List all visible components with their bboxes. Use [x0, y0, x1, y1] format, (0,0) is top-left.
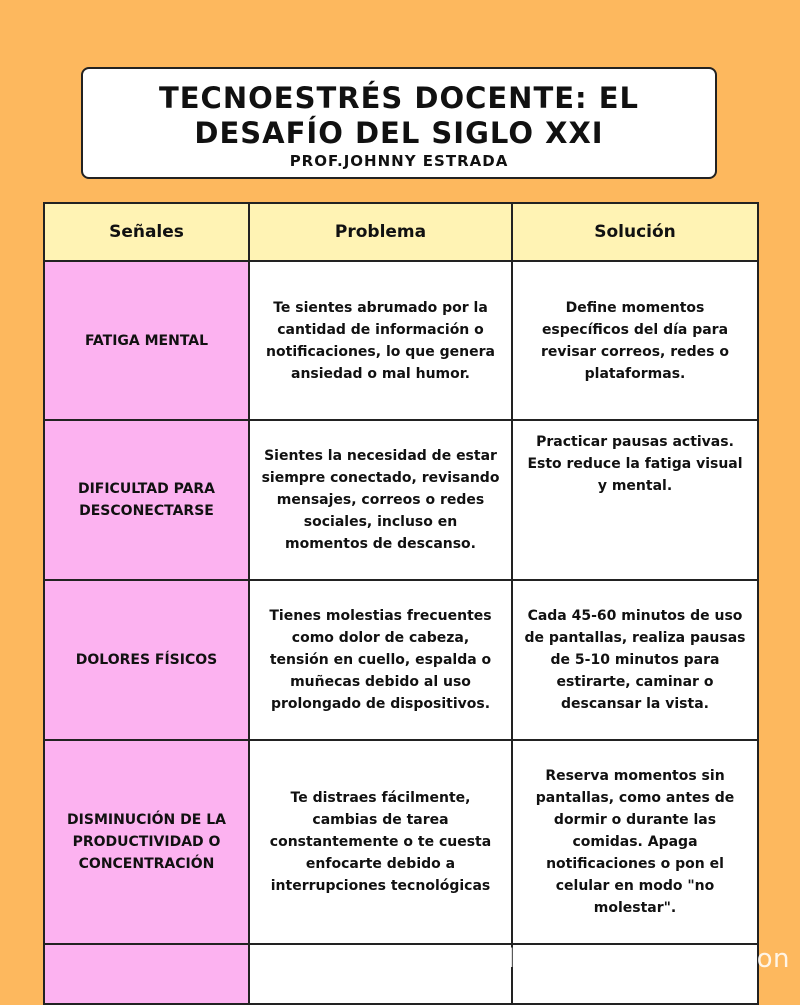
table-row: [44, 740, 758, 944]
solution-cell: Reserva momentos sin pantallas, como antes de dormir o durante las comidas. Apaga notificaciones o pon el celular en modo "no molestar".: [512, 740, 758, 944]
solution-cell: Cada 45-60 minutos de uso de pantallas, realiza pausas de 5-10 minutos para estirarte, caminar o descansar la vista.: [512, 580, 758, 740]
table-row: [44, 420, 758, 580]
solution-cell: Define momentos específicos del día para revisar correos, redes o plataformas.: [512, 261, 758, 420]
column-header-senales: Señales: [44, 203, 249, 261]
problem-cell: Tienes molestias frecuentes como dolor de cabeza, tensión en cuello, espalda o muñecas debido al uso prolongado de dispositivos.: [249, 580, 512, 740]
signal-cell: DIFICULTAD PARA DESCONECTARSE: [44, 420, 249, 580]
problem-cell: Te sientes abrumado por la cantidad de información o notificaciones, lo que genera ansiedad o mal humor.: [249, 261, 512, 420]
column-header-solucion: Solución: [512, 203, 758, 261]
table-row: [44, 580, 758, 740]
signal-cell: [44, 944, 249, 1004]
page-title-line-1: TECNOESTRÉS DOCENTE: EL: [158, 81, 640, 115]
signal-cell: DOLORES FÍSICOS: [44, 580, 249, 740]
problem-cell: Te distraes fácilmente, cambias de tarea constantemente o te cuesta enfocarte debido a interrupciones tecnológicas: [249, 740, 512, 944]
page-title-line-2: DESAFÍO DEL SIGLO XXI: [194, 116, 604, 150]
author-name: PROF.JOHNNY ESTRADA: [289, 152, 509, 170]
table-row: [44, 261, 758, 420]
tecnoestres-table: [43, 202, 759, 1005]
solution-cell: Practicar pausas activas. Esto reduce la fatiga visual y mental.: [512, 420, 758, 580]
watermark-text: rtMedia Watermark Addon: [436, 944, 790, 974]
column-header-problema: Problema: [249, 203, 512, 261]
page-title: [93, 81, 705, 151]
problem-cell: Sientes la necesidad de estar siempre conectado, revisando mensajes, correos o redes sociales, incluso en momentos de descanso.: [249, 420, 512, 580]
title-card: [81, 67, 717, 179]
signal-cell: FATIGA MENTAL: [44, 261, 249, 420]
table-header-row: [44, 203, 758, 261]
signal-cell: DISMINUCIÓN DE LA PRODUCTIVIDAD O CONCENTRACIÓN: [44, 740, 249, 944]
